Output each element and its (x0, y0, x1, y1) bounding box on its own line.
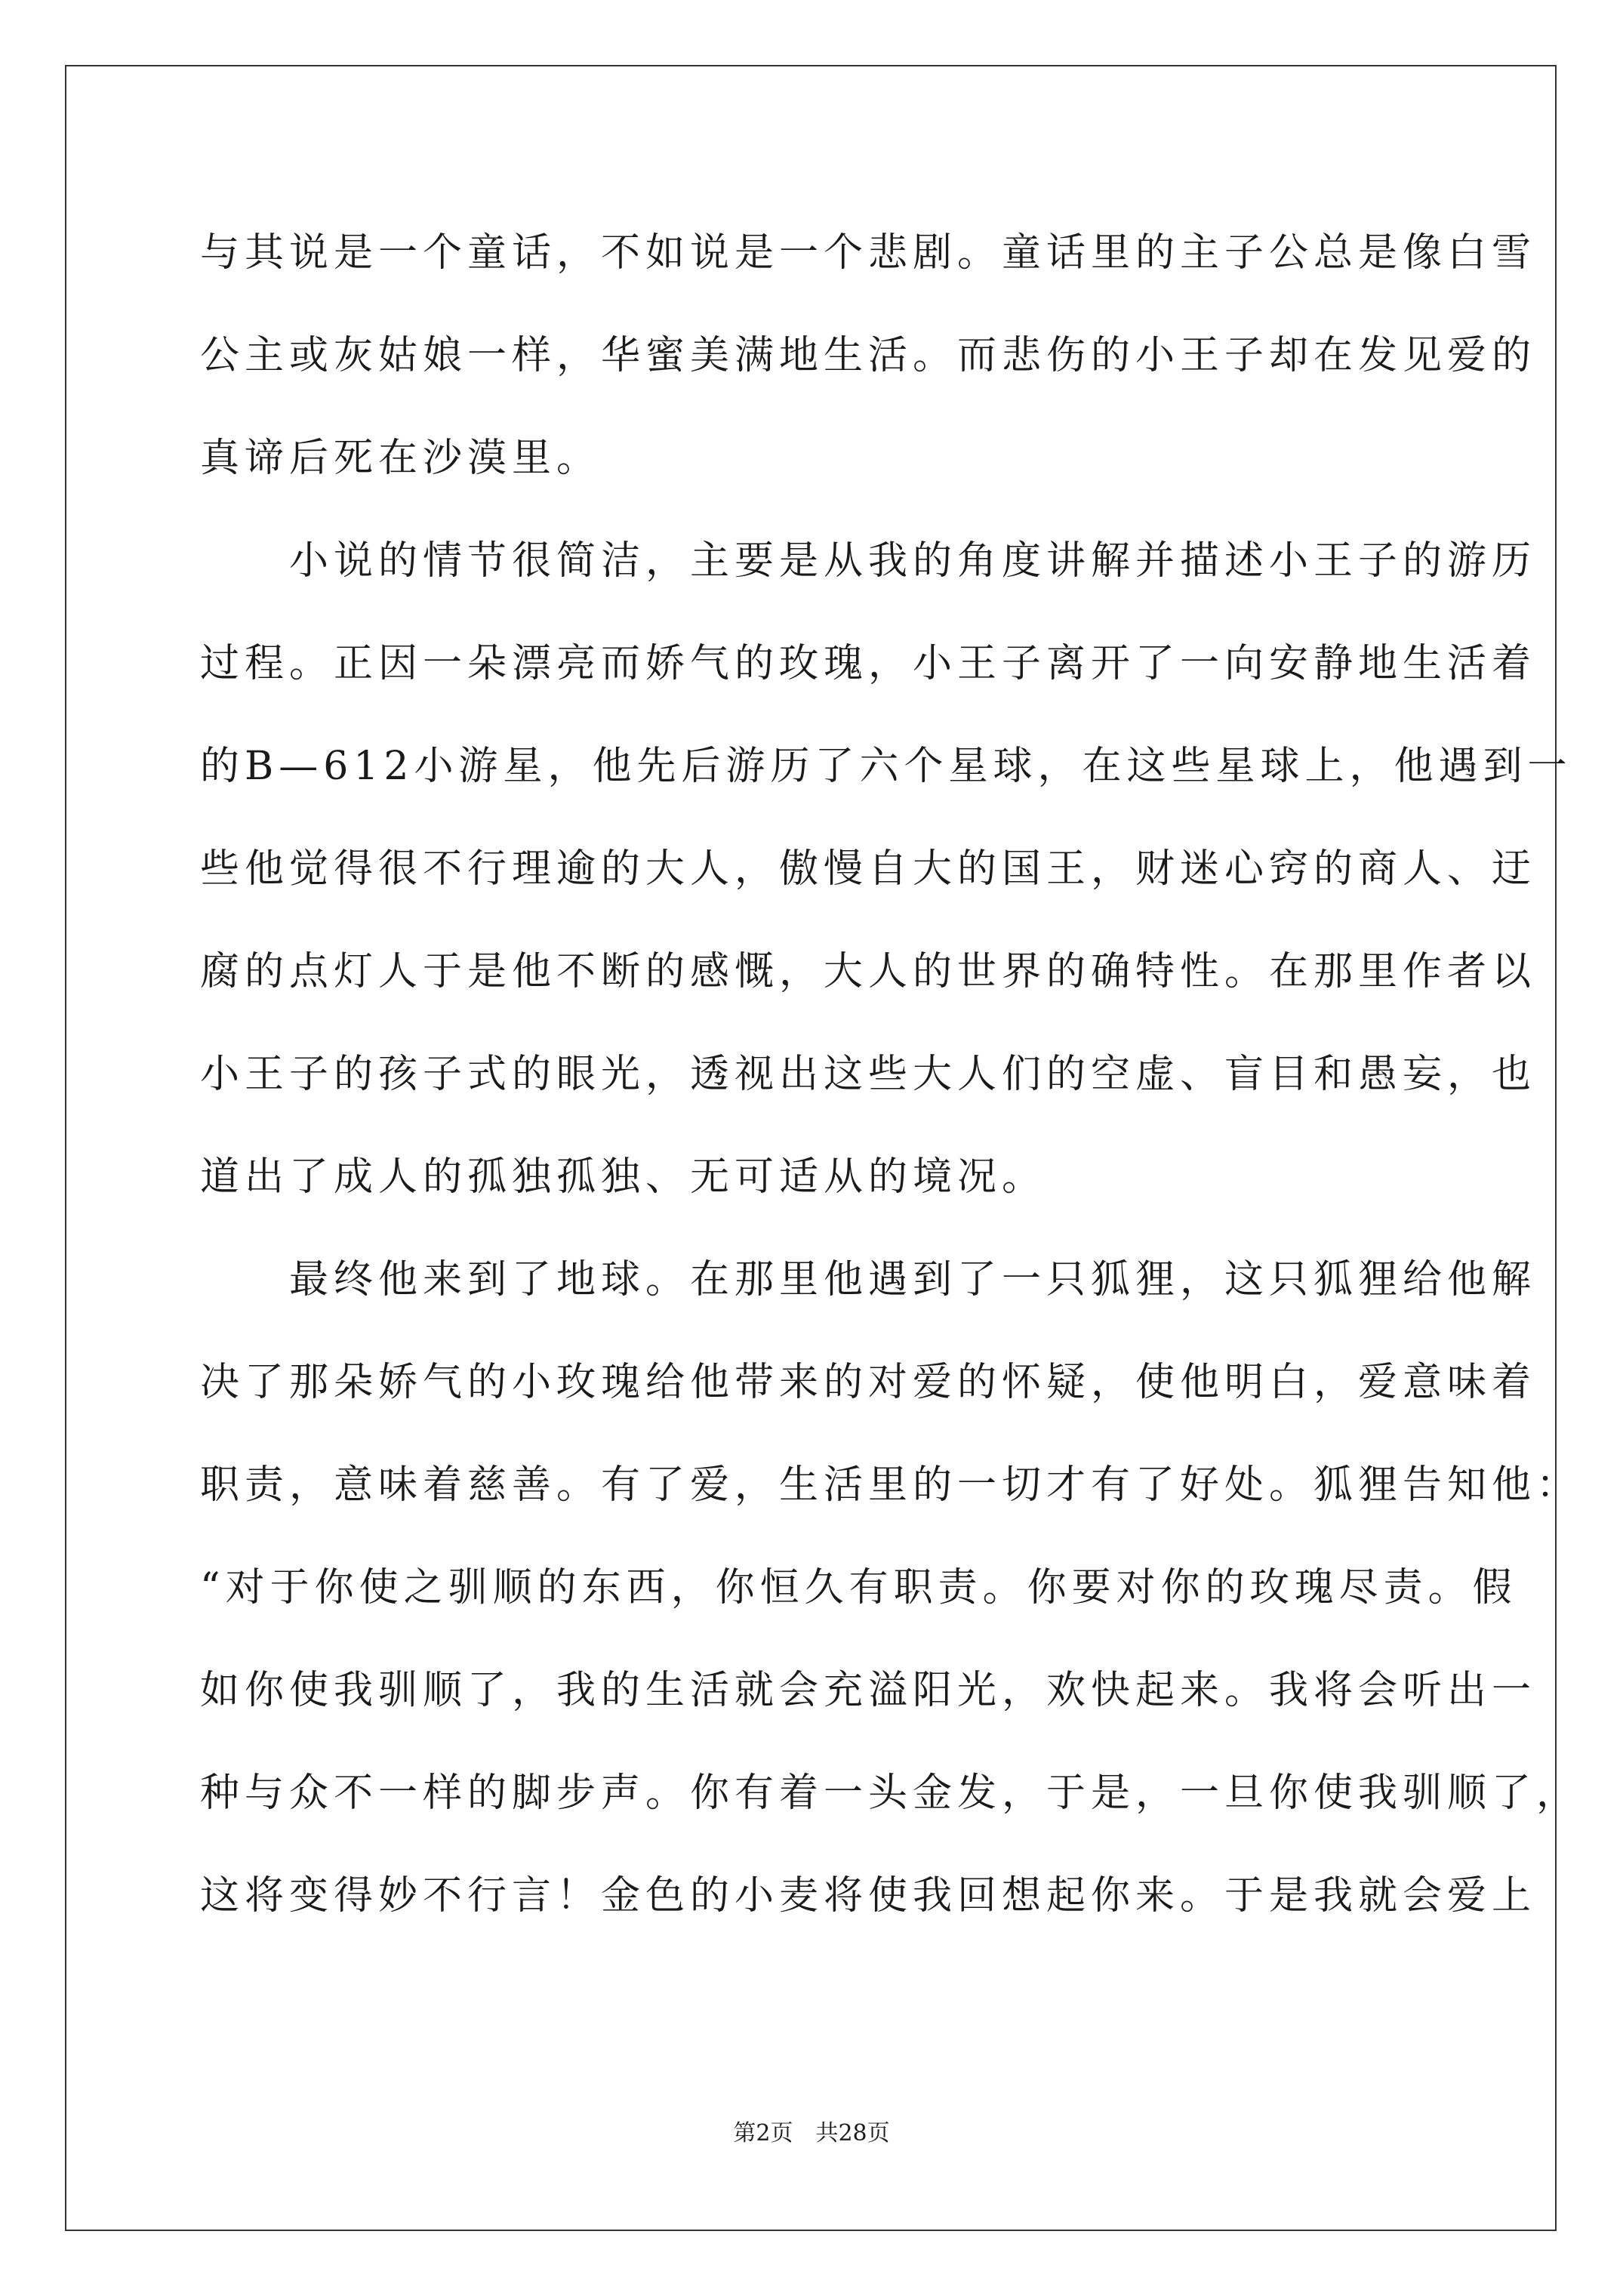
text-line-7: 些他觉得很不行理逾的大人，傲慢自大的国王，财迷心窍的商人、迂 (200, 846, 1537, 892)
text-line-3: 真谛后死在沙漠里。 (200, 436, 602, 481)
text-line-1: 与其说是一个童话，不如说是一个悲剧。童话里的主子公总是像白雪 (200, 230, 1537, 276)
text-line-10: 道出了成人的孤独孤独、无可适从的境况。 (200, 1154, 1047, 1200)
text-line-9: 小王子的孩子式的眼光，透视出这些大人们的空虚、盲目和愚妄，也 (200, 1052, 1537, 1097)
text-line-11: 最终他来到了地球。在那里他遇到了一只狐狸，这只狐狸给他解 (200, 1257, 1537, 1302)
text-line-4: 小说的情节很简洁，主要是从我的角度讲解并描述小王子的游历 (200, 538, 1537, 584)
text-line-14: “对于你使之驯顺的东西，你恒久有职责。你要对你的玫瑰尽责。假 (200, 1565, 1517, 1610)
text-line-6: 的B—612小游星，他先后游历了六个星球，在这些星球上，他遇到一 (200, 744, 1572, 789)
text-line-2: 公主或灰姑娘一样，华蜜美满地生活。而悲伤的小王子却在发见爱的 (200, 333, 1537, 378)
text-line-13: 职责，意味着慈善。有了爱，生活里的一切才有了好处。狐狸告知他： (200, 1462, 1581, 1508)
text-line-16: 种与众不一样的脚步声。你有着一头金发，于是，一旦你使我驯顺了， (200, 1771, 1581, 1816)
text-line-5: 过程。正因一朵漂亮而娇气的玫瑰，小王子离开了一向安静地生活着 (200, 641, 1537, 686)
text-line-12: 决了那朵娇气的小玫瑰给他带来的对爱的怀疑，使他明白，爱意味着 (200, 1360, 1537, 1405)
text-line-17: 这将变得妙不行言！金色的小麦将使我回想起你来。于是我就会爱上 (200, 1873, 1537, 1918)
text-line-15: 如你使我驯顺了，我的生活就会充溢阳光，欢快起来。我将会听出一 (200, 1668, 1537, 1713)
body-text (200, 219, 1581, 1965)
text-line-8: 腐的点灯人于是他不断的感慨，大人的世界的确特性。在那里作者以 (200, 949, 1537, 994)
page-number-footer: 第2页 共28页 (733, 2120, 890, 2147)
